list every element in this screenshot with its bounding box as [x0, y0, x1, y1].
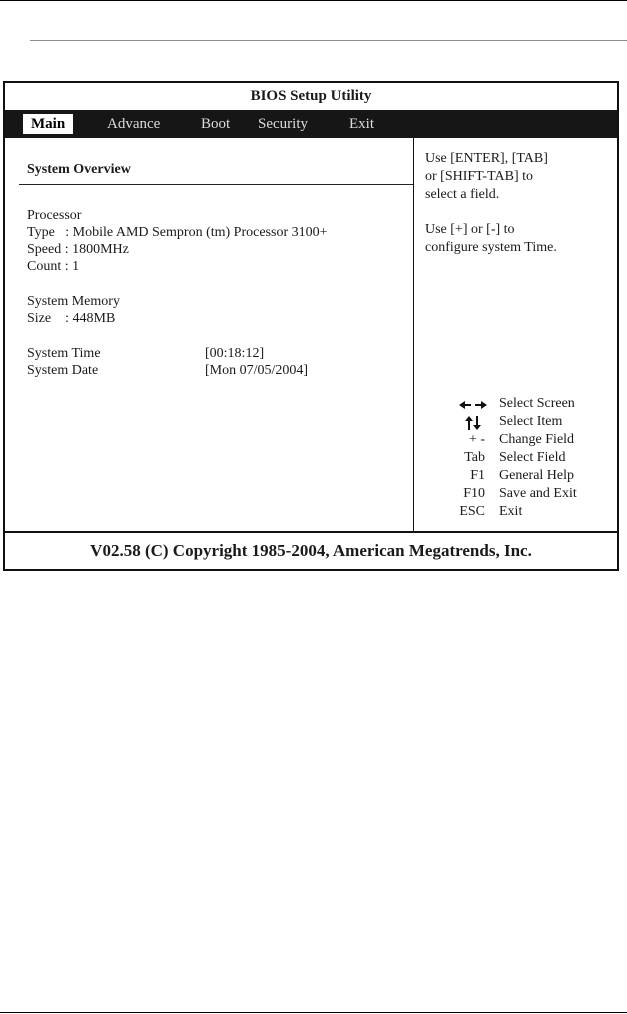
memory-heading: System Memory [27, 294, 120, 309]
page-header-rule [30, 40, 627, 41]
help-line-5: configure system Time. [425, 240, 557, 255]
key-row-exit [425, 504, 615, 523]
menu-advance[interactable]: Advance [107, 116, 161, 132]
key-row-general-help [425, 468, 615, 487]
key-desc: Select Item [499, 414, 563, 429]
system-time-label: System Time [27, 346, 101, 361]
bios-screen [3, 81, 619, 571]
key-row-save-exit [425, 486, 615, 505]
system-date-field[interactable]: [Mon 07/05/2004] [205, 363, 309, 378]
section-title: System Overview [27, 162, 131, 177]
copyright-footer: V02.58 (C) Copyright 1985-2004, American Megatrends, Inc. [90, 541, 532, 560]
key-desc: Save and Exit [499, 486, 577, 501]
menu-security[interactable]: Security [258, 116, 308, 132]
section-title-rule [19, 184, 413, 185]
menu-bar [5, 110, 617, 138]
processor-speed: Speed : 1800MHz [27, 242, 129, 257]
system-time-field[interactable]: [00:18:12] [205, 346, 265, 361]
key-label: ESC [459, 504, 485, 519]
system-date-label: System Date [27, 363, 99, 378]
processor-count: Count : 1 [27, 259, 80, 274]
help-line-2: or [SHIFT-TAB] to [425, 169, 534, 184]
key-label: Tab [464, 450, 485, 465]
menu-exit[interactable]: Exit [349, 116, 374, 132]
key-label: + - [468, 432, 485, 447]
key-desc: Exit [499, 504, 523, 519]
key-row-select-field [425, 450, 615, 469]
processor-type: Type : Mobile AMD Sempron (tm) Processor 3100+ [27, 225, 328, 240]
key-label: F1 [470, 468, 485, 483]
key-label: F10 [463, 486, 485, 501]
help-line-3: select a field. [425, 187, 500, 202]
key-row-select-screen [425, 396, 615, 415]
help-line-1: Use [ENTER], [TAB] [425, 151, 548, 166]
key-desc: Change Field [499, 432, 575, 447]
key-row-change-field [425, 432, 615, 451]
page-top-rule [0, 0, 627, 1]
bios-title: BIOS Setup Utility [250, 88, 372, 104]
panel-divider [413, 138, 414, 531]
help-line-4: Use [+] or [-] to [425, 222, 515, 237]
key-desc: Select Screen [499, 396, 575, 411]
page-bottom-rule [0, 1012, 627, 1013]
key-row-select-item [425, 414, 615, 433]
processor-heading: Processor [27, 208, 82, 223]
key-desc: General Help [499, 468, 575, 483]
key-desc: Select Field [499, 450, 566, 465]
menu-main[interactable]: Main [23, 114, 73, 134]
memory-size: Size : 448MB [27, 311, 116, 326]
menu-boot[interactable]: Boot [201, 116, 231, 132]
